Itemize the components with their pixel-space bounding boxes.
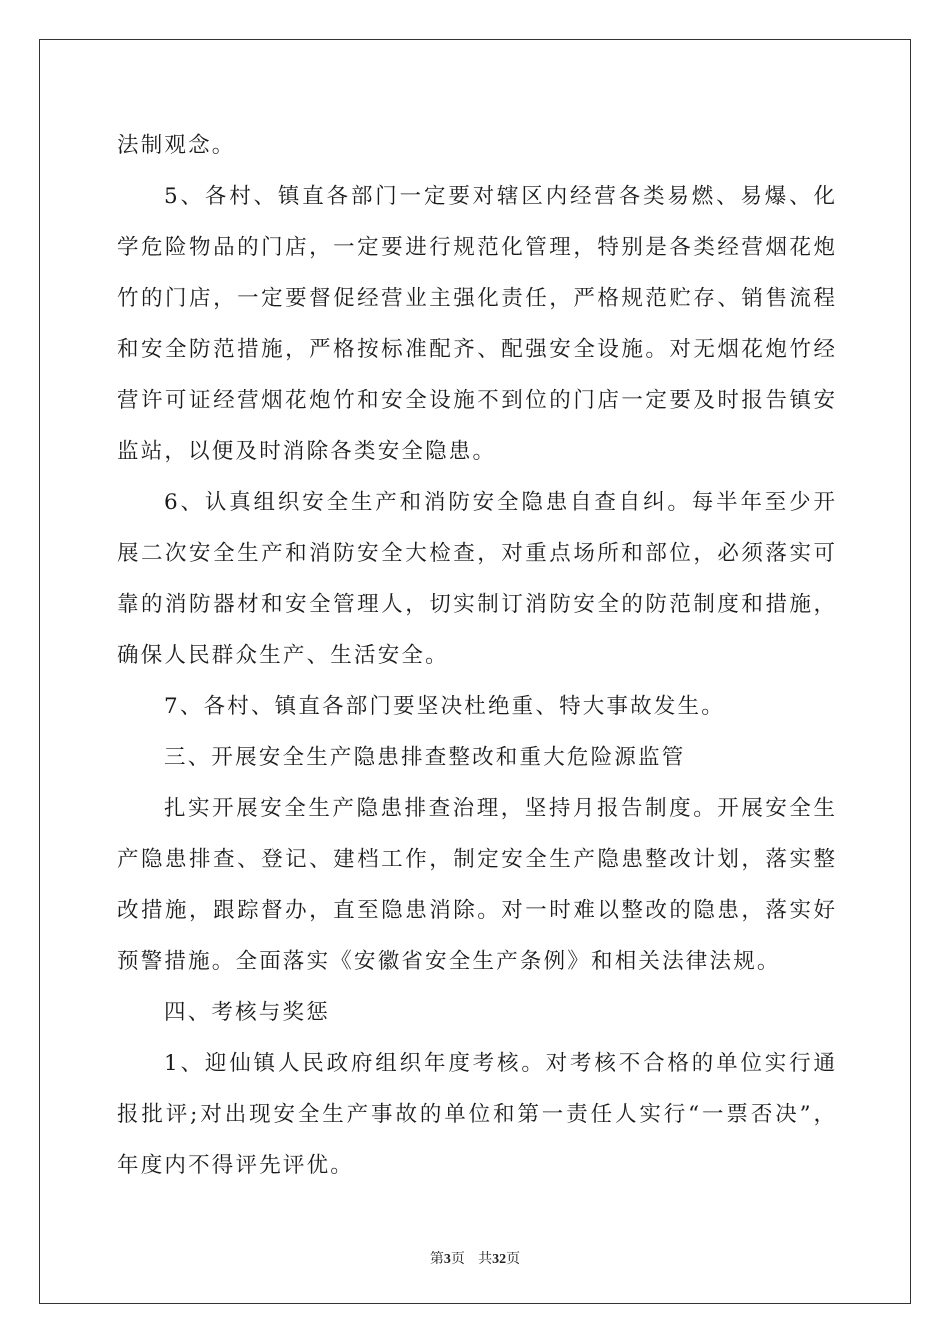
page-total-number: 32: [492, 1252, 507, 1267]
text-line: 1、迎仙镇人民政府组织年度考核。对考核不合格的单位实行通: [164, 1051, 835, 1076]
text-line: 确保人民群众生产、生活安全。: [117, 643, 449, 668]
page-prefix: 第: [429, 1251, 444, 1267]
page-unit: 页: [450, 1251, 465, 1267]
text-line: 和安全防范措施，严格按标准配齐、配强安全设施。对无烟花炮竹经: [117, 337, 835, 362]
text-line: 改措施，跟踪督办，直至隐患消除。对一时难以整改的隐患，落实好: [117, 898, 835, 923]
total-unit: 页: [506, 1251, 521, 1267]
page-current-number: 3: [443, 1252, 451, 1267]
text-line: 竹的门店，一定要督促经营业主强化责任，严格规范贮存、销售流程: [117, 286, 835, 311]
text-line: 年度内不得评先评优。: [117, 1153, 355, 1178]
text-line: 6、认真组织安全生产和消防安全隐患自查自纠。每半年至少开: [164, 490, 835, 515]
text-line: 产隐患排查、登记、建档工作，制定安全生产隐患整改计划，落实整: [117, 847, 835, 872]
text-line: 扎实开展安全生产隐患排查治理，坚持月报告制度。开展安全生: [164, 796, 835, 821]
text-line: 法制观念。: [117, 133, 236, 158]
section-heading: 四、考核与奖惩: [164, 1000, 330, 1025]
text-line: 营许可证经营烟花炮竹和安全设施不到位的门店一定要及时报告镇安: [117, 388, 835, 413]
total-prefix: 共: [478, 1251, 493, 1267]
text-line: 监站，以便及时消除各类安全隐患。: [117, 439, 497, 464]
text-line: 学危险物品的门店，一定要进行规范化管理，特别是各类经营烟花炮: [117, 235, 835, 260]
text-line: 展二次安全生产和消防安全大检查，对重点场所和部位，必须落实可: [117, 541, 835, 566]
text-line: 5、各村、镇直各部门一定要对辖区内经营各类易燃、易爆、化: [164, 184, 835, 209]
page-footer: [0, 1248, 950, 1268]
text-line: 7、各村、镇直各部门要坚决杜绝重、特大事故发生。: [164, 694, 725, 719]
section-heading: 三、开展安全生产隐患排查整改和重大危险源监管: [164, 745, 686, 770]
text-line: 预警措施。全面落实《安徽省安全生产条例》和相关法律法规。: [117, 949, 781, 974]
text-line: 靠的消防器材和安全管理人，切实制订消防安全的防范制度和措施，: [117, 592, 835, 617]
text-line: 报批评;对出现安全生产事故的单位和第一责任人实行“一票否决”，: [117, 1102, 835, 1127]
document-body: [117, 120, 835, 1191]
